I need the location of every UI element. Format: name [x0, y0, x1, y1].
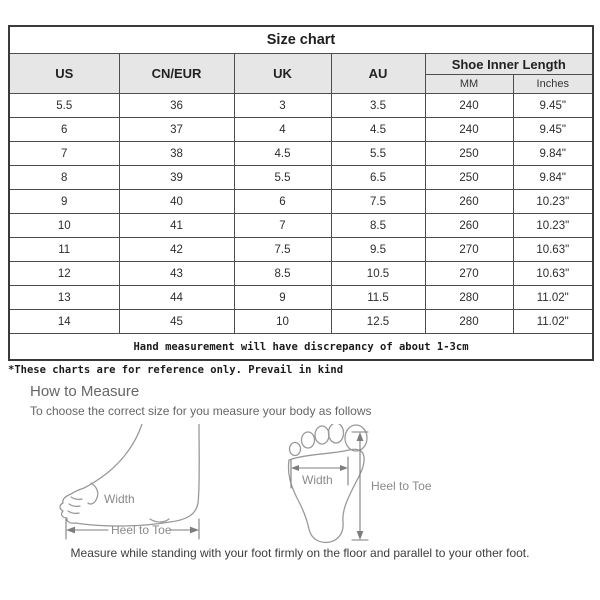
- column-header-mm: MM: [425, 75, 513, 94]
- measurement-discrepancy-note: Hand measurement will have discrepancy of about 1-3cm: [9, 334, 593, 361]
- size-cell: 270: [425, 262, 513, 286]
- size-cell: 4.5: [331, 118, 425, 142]
- foot-side-view-illustration: [58, 424, 228, 549]
- size-cell: 41: [119, 214, 234, 238]
- foot-sole-view-illustration: [286, 424, 446, 546]
- column-header-inches: Inches: [513, 75, 593, 94]
- size-cell: 10.63": [513, 238, 593, 262]
- table-row: [9, 142, 593, 166]
- toe-outline: [302, 432, 315, 448]
- size-cell: 8.5: [234, 262, 331, 286]
- size-cell: 10: [9, 214, 119, 238]
- size-cell: 10: [234, 310, 331, 334]
- size-cell: 3: [234, 94, 331, 118]
- toe-outline: [329, 424, 344, 443]
- size-cell: 6: [9, 118, 119, 142]
- size-cell: 40: [119, 190, 234, 214]
- title-row: [9, 26, 593, 54]
- footnote-row: [9, 334, 593, 361]
- side-width-label: Width: [104, 492, 135, 506]
- toe-outline: [290, 443, 301, 456]
- size-cell: 11.02": [513, 310, 593, 334]
- size-cell: 36: [119, 94, 234, 118]
- table-row: [9, 190, 593, 214]
- reference-note: *These charts are for reference only. Prevail in kind: [8, 364, 344, 376]
- toe-detail: [69, 504, 80, 506]
- size-cell: 8: [9, 166, 119, 190]
- arrowhead-left: [66, 527, 75, 534]
- table-row: [9, 286, 593, 310]
- sole-outline: [288, 449, 364, 542]
- size-cell: 250: [425, 142, 513, 166]
- size-cell: 38: [119, 142, 234, 166]
- table-row: [9, 118, 593, 142]
- size-cell: 7.5: [331, 190, 425, 214]
- size-cell: 6.5: [331, 166, 425, 190]
- arrowhead-left: [291, 465, 299, 471]
- size-cell: 9.84": [513, 142, 593, 166]
- size-cell: 7.5: [234, 238, 331, 262]
- size-cell: 45: [119, 310, 234, 334]
- table-row: [9, 214, 593, 238]
- size-cell: 6: [234, 190, 331, 214]
- measuring-instruction-caption: Measure while standing with your foot firmly on the floor and parallel to your other foot.: [70, 546, 530, 560]
- sole-heel-to-toe-label: Heel to Toe: [371, 479, 432, 493]
- table-row: [9, 94, 593, 118]
- size-cell: 12.5: [331, 310, 425, 334]
- size-cell: 7: [9, 142, 119, 166]
- size-cell: 10.63": [513, 262, 593, 286]
- big-toe-outline: [345, 425, 367, 451]
- size-cell: 10.23": [513, 214, 593, 238]
- size-cell: 5.5: [234, 166, 331, 190]
- size-chart-title: Size chart: [9, 26, 593, 54]
- size-cell: 10.5: [331, 262, 425, 286]
- column-header-cn-eur: CN/EUR: [119, 54, 234, 94]
- table-row: [9, 238, 593, 262]
- foot-side-outline: [60, 424, 199, 526]
- size-cell: 8.5: [331, 214, 425, 238]
- size-cell: 4: [234, 118, 331, 142]
- size-cell: 9.84": [513, 166, 593, 190]
- size-cell: 4.5: [234, 142, 331, 166]
- column-header-us: US: [9, 54, 119, 94]
- size-cell: 260: [425, 190, 513, 214]
- size-cell: 9.45": [513, 118, 593, 142]
- size-cell: 240: [425, 118, 513, 142]
- size-cell: 7: [234, 214, 331, 238]
- heel-pad-line: [150, 519, 169, 522]
- size-cell: 9: [234, 286, 331, 310]
- size-cell: 250: [425, 166, 513, 190]
- size-cell: 42: [119, 238, 234, 262]
- size-cell: 12: [9, 262, 119, 286]
- size-cell: 280: [425, 286, 513, 310]
- size-cell: 240: [425, 94, 513, 118]
- table-row: [9, 262, 593, 286]
- arrowhead-up: [357, 432, 364, 441]
- side-heel-to-toe-label: Heel to Toe: [111, 523, 172, 537]
- toe-outline: [315, 426, 329, 444]
- size-cell: 9: [9, 190, 119, 214]
- size-cell: 13: [9, 286, 119, 310]
- column-header-au: AU: [331, 54, 425, 94]
- size-cell: 3.5: [331, 94, 425, 118]
- size-cell: 43: [119, 262, 234, 286]
- arrowhead-down: [357, 531, 364, 540]
- table-row: [9, 166, 593, 190]
- size-cell: 260: [425, 214, 513, 238]
- how-to-measure-heading: How to Measure: [30, 383, 140, 400]
- size-chart-table: [8, 25, 594, 361]
- how-to-measure-subheading: To choose the correct size for you measure your body as follows: [30, 404, 372, 418]
- size-cell: 11.02": [513, 286, 593, 310]
- size-cell: 9.45": [513, 94, 593, 118]
- size-cell: 270: [425, 238, 513, 262]
- size-cell: 5.5: [9, 94, 119, 118]
- arrowhead-right: [190, 527, 199, 534]
- size-cell: 9.5: [331, 238, 425, 262]
- column-header-inner-length: Shoe Inner Length: [425, 54, 593, 75]
- column-header-uk: UK: [234, 54, 331, 94]
- size-cell: 14: [9, 310, 119, 334]
- arrowhead-right: [340, 465, 348, 471]
- size-cell: 44: [119, 286, 234, 310]
- sole-width-label: Width: [302, 473, 333, 487]
- toe-detail: [68, 511, 79, 513]
- size-cell: 5.5: [331, 142, 425, 166]
- toe-detail: [71, 497, 82, 499]
- size-cell: 11: [9, 238, 119, 262]
- ball-of-foot-line: [88, 483, 98, 504]
- size-cell: 11.5: [331, 286, 425, 310]
- size-cell: 10.23": [513, 190, 593, 214]
- table-row: [9, 310, 593, 334]
- size-cell: 37: [119, 118, 234, 142]
- header-row: [9, 54, 593, 75]
- size-cell: 280: [425, 310, 513, 334]
- size-cell: 39: [119, 166, 234, 190]
